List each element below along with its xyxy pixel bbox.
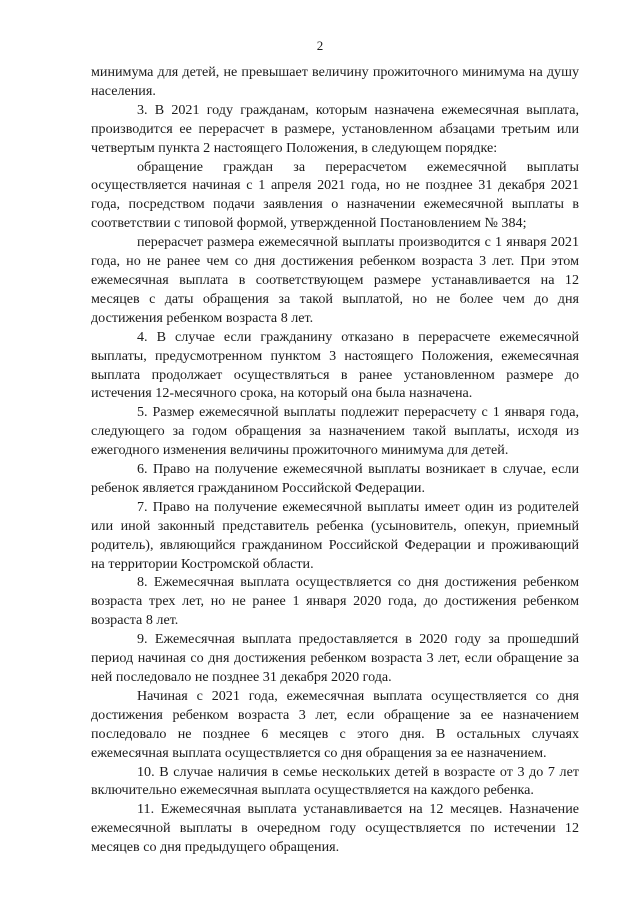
paragraph-item-5: 5. Размер ежемесячной выплаты подлежит перерасчету с 1 января года, следующего за годом обращения за назначением такой выплаты, исходя из ежегодного изменения величины прожиточного минимума для детей. (91, 404, 579, 459)
paragraph-item-3-subclause-1: обращение граждан за перерасчетом ежемесячной выплаты осуществляется начиная с 1 апреля 2021 года, но не позднее 31 декабря 2021 года, посредством подачи заявления о назначении ежемесячной выплаты в соответствии с типовой формой, утвержденной Постановлением № 384; (91, 158, 579, 232)
paragraph-item-3-subclause-2: перерасчет размера ежемесячной выплаты производится с 1 января 2021 года, но не ранее чем со дня достижения ребенком возраста 3 лет. При этом ежемесячная выплата в соответствующем размере устанавливается на 12 месяцев с даты обращения за такой выплатой, но не более чем до дня достижения ребенком возраста 8 лет. (91, 234, 579, 326)
paragraph-item-3: 3. В 2021 году гражданам, которым назначена ежемесячная выплата, производится ее перерасчет в размере, установленном абзацами третьим или четвертым пункта 2 настоящего Положения, в следующем порядке: (91, 101, 579, 156)
paragraph-item-10: 10. В случае наличия в семье нескольких детей в возрасте от 3 до 7 лет включительно ежемесячная выплата осуществляется на каждого ребенка. (91, 763, 579, 799)
paragraph-continuation: минимума для детей, не превышает величину прожиточного минимума на душу населения. (91, 64, 579, 99)
page-number: 2 (316, 38, 324, 53)
document-body (91, 63, 579, 857)
paragraph-item-9-continuation: Начиная с 2021 года, ежемесячная выплата осуществляется со дня достижения ребенком возраста 3 лет, если обращение за ее назначением последовало не позднее 6 месяцев с этого дня. В остальных случаях ежемесячная выплата осуществляется со дня обращения за ее назначением. (91, 687, 579, 761)
paragraph-item-4: 4. В случае если гражданину отказано в перерасчете ежемесячной выплаты, предусмотренном пунктом 3 настоящего Положения, ежемесячная выплата продолжает осуществляться в ранее установленном размере до истечения 12-месячного срока, на который она была назначена. (91, 328, 579, 402)
paragraph-item-8: 8. Ежемесячная выплата осуществляется со дня достижения ребенком возраста трех лет, но не ранее 1 января 2020 года, до достижения ребенком возраста 8 лет. (91, 574, 579, 629)
paragraph-item-9: 9. Ежемесячная выплата предоставляется в 2020 году за прошедший период начиная со дня достижения ребенком возраста 3 лет, если обращение за ней последовало не позднее 31 декабря 2020 года. (91, 631, 579, 685)
paragraph-item-6: 6. Право на получение ежемесячной выплаты возникает в случае, если ребенок является гражданином Российской Федерации. (91, 461, 579, 496)
paragraph-item-11: 11. Ежемесячная выплата устанавливается на 12 месяцев. Назначение ежемесячной выплаты в очередном году осуществляется по истечении 12 месяцев со дня предыдущего обращения. (91, 801, 579, 856)
paragraph-item-7: 7. Право на получение ежемесячной выплаты имеет один из родителей или иной законный представитель ребенка (усыновитель, опекун, приемный родитель), являющийся гражданином Российской Федерации и проживающий на территории Костромской области. (91, 498, 579, 572)
